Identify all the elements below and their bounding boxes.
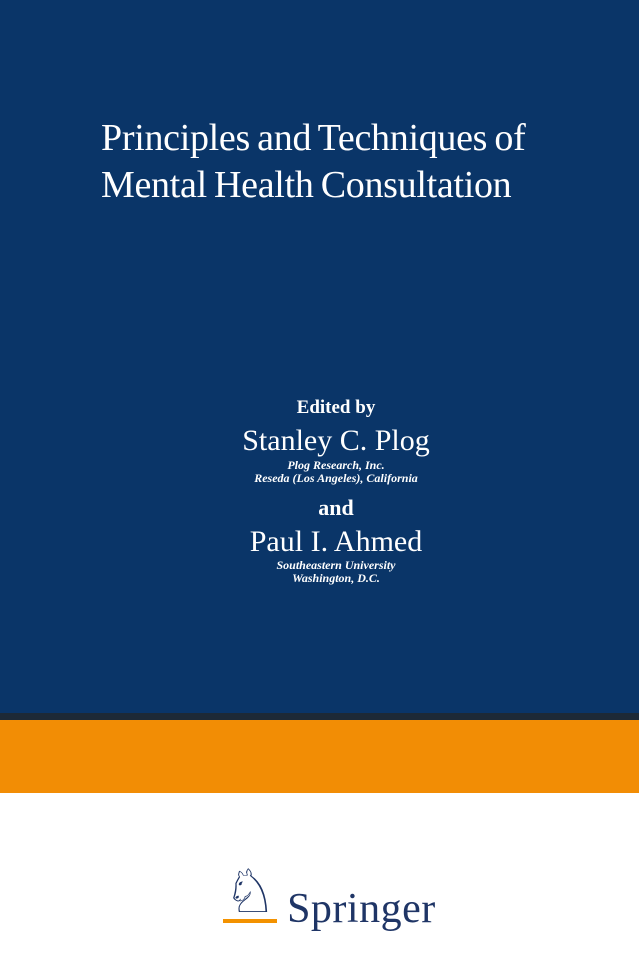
- book-title-line-1: Principles and Techniques of: [101, 117, 526, 159]
- publisher-logo: [223, 857, 436, 932]
- editor-name-ahmed: Paul I. Ahmed: [249, 525, 423, 558]
- springer-knight-icon: ♘: [223, 857, 278, 927]
- conjunction-label: and: [318, 495, 354, 520]
- book-title-line-2: Mental Health Consultation: [101, 164, 512, 206]
- stripe-separator-line: [0, 713, 639, 720]
- edited-by-label: Edited by: [296, 397, 376, 418]
- editor-plog-affiliation-1: Plog Research, Inc.: [287, 458, 385, 472]
- publisher-logo-row: [0, 856, 639, 932]
- editor-plog-affiliation-2: Reseda (Los Angeles), California: [254, 471, 418, 485]
- editor-name-plog: Stanley C. Plog: [242, 424, 430, 457]
- book-title: [101, 115, 525, 209]
- editor-ahmed-affiliation-2: Washington, D.C.: [292, 571, 380, 585]
- editor-ahmed-affiliation-1: Southeastern University: [276, 558, 396, 572]
- publisher-name: Springer: [287, 886, 436, 932]
- orange-stripe: [0, 720, 639, 793]
